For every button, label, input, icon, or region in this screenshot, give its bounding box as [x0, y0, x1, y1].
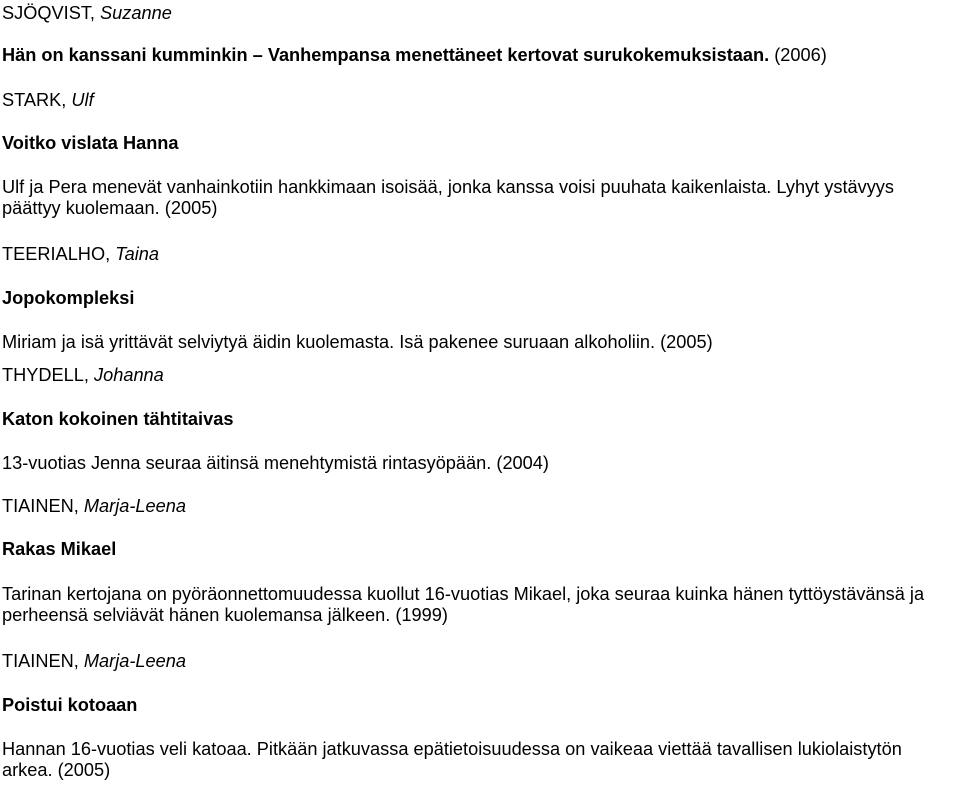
description-text: Ulf ja Pera menevät vanhainkotiin hankkimaan isoisää, jonka kanssa voisi puuhata kaikenlaista. Lyhyt ystävyys päättyy kuolemaan.	[2, 177, 894, 218]
book-description	[2, 584, 952, 626]
publication-year: (2006)	[774, 45, 827, 65]
author-last-name: STARK,	[2, 90, 67, 110]
author-line	[2, 3, 172, 24]
description-text: 13-vuotias Jenna seuraa äitinsä menehtymistä rintasyöpään.	[2, 453, 492, 473]
book-description	[2, 739, 952, 781]
author-line	[2, 244, 159, 265]
book-description	[2, 332, 952, 353]
publication-year: (2005)	[660, 332, 713, 352]
author-first-name: Marja-Leena	[83, 496, 186, 516]
description-text: Miriam ja isä yrittävät selviytyä äidin kuolemasta. Isä pakenee suruaan alkoholiin.	[2, 332, 656, 352]
book-title: Poistui kotoaan	[2, 695, 138, 715]
author-first-name: Ulf	[71, 90, 94, 110]
publication-year: (2005)	[57, 760, 111, 780]
publication-year: (1999)	[395, 605, 448, 625]
author-line	[2, 496, 186, 517]
book-title: Voitko vislata Hanna	[2, 133, 179, 153]
publication-year: (2005)	[164, 198, 218, 218]
book-title: Jopokompleksi	[2, 288, 135, 308]
book-description	[2, 453, 952, 474]
description-text: Hannan 16-vuotias veli katoaa. Pitkään jatkuvassa epätietoisuudessa on vaikeaa viettää tavallisen lukiolaistytön arkea.	[2, 739, 902, 780]
author-first-name: Johanna	[94, 365, 164, 385]
author-last-name: TIAINEN,	[2, 496, 79, 516]
book-title-line	[2, 45, 827, 66]
author-first-name: Taina	[115, 244, 160, 264]
book-title: Hän on kanssani kumminkin – Vanhempansa menettäneet kertovat surukokemuksistaan.	[2, 45, 770, 65]
author-line	[2, 90, 94, 111]
author-last-name: THYDELL,	[2, 365, 89, 385]
author-last-name: TEERIALHO,	[2, 244, 111, 264]
author-last-name: TIAINEN,	[2, 651, 79, 671]
author-line	[2, 365, 164, 386]
publication-year: (2004)	[496, 453, 549, 473]
author-last-name: SJÖQVIST,	[2, 3, 95, 23]
book-title: Katon kokoinen tähtitaivas	[2, 409, 234, 429]
author-first-name: Suzanne	[100, 3, 172, 23]
book-description	[2, 177, 952, 219]
book-title: Rakas Mikael	[2, 539, 117, 559]
author-line	[2, 651, 186, 672]
description-text: Tarinan kertojana on pyöräonnettomuudessa kuollut 16-vuotias Mikael, joka seuraa kuinka hänen tyttöystävänsä ja perheensä selviävät hänen kuolemansa jälkeen.	[2, 584, 925, 625]
author-first-name: Marja-Leena	[83, 651, 186, 671]
